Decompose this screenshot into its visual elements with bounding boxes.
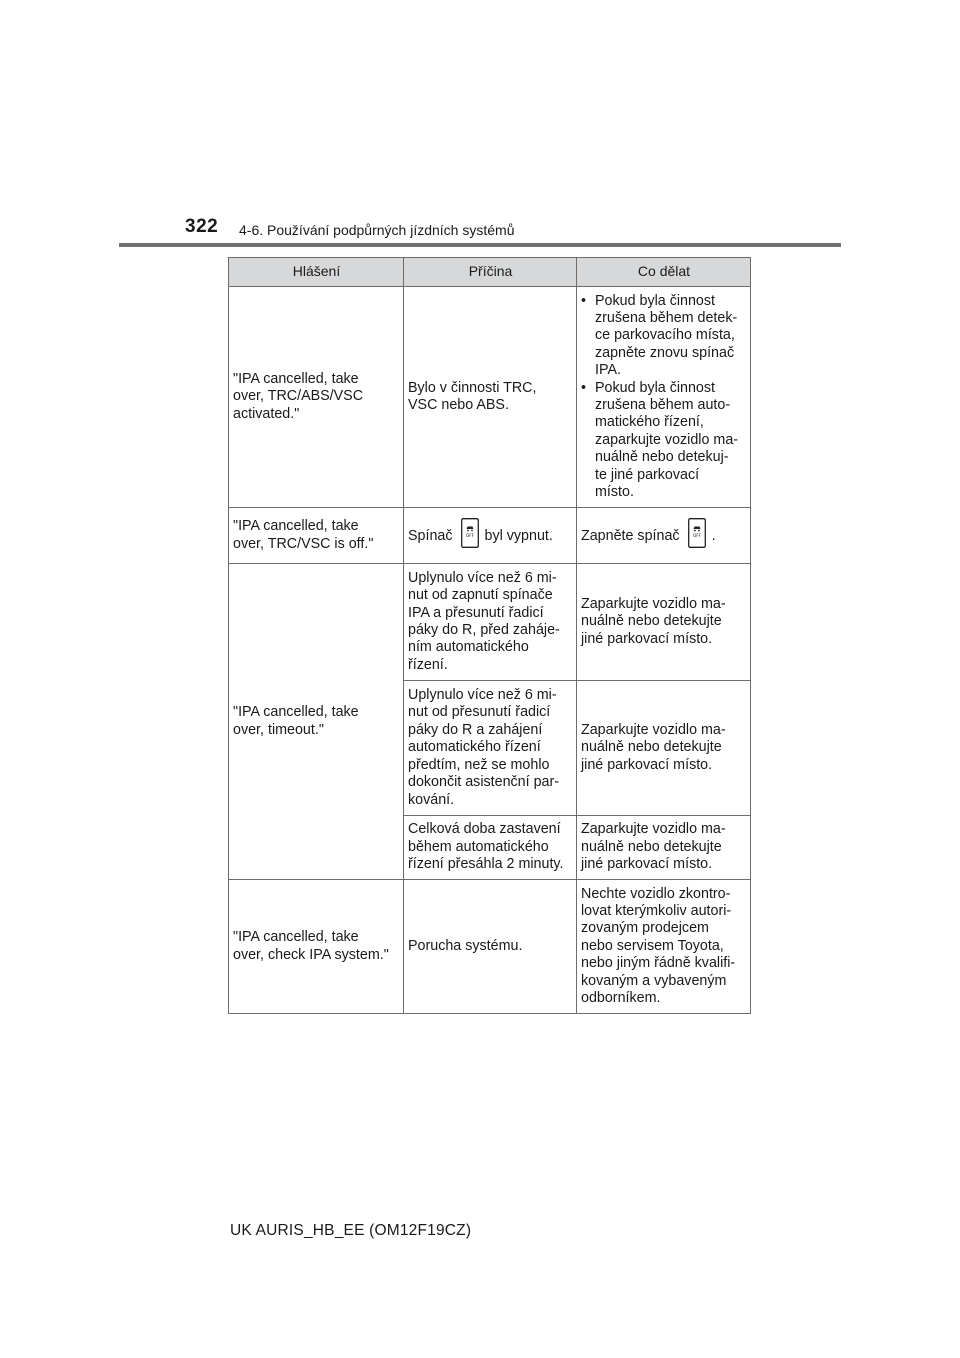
cause-cell [404,287,577,508]
message-text: "IPA cancelled, take over, check IPA system." [233,929,389,963]
cause-cell [404,880,577,1014]
action-text: Nechte vozidlo zkontro- lovat kterýmkoliv autori- zovaným prodejcem nebo servisem Toyota, nebo jiným řádně kvalifi- kovaným a vybaveným odborníkem. [581,885,736,1007]
table-row [229,880,751,1014]
cause-text: Uplynulo více než 6 mi- nut od přesunutí řadicí páky do R a zahájení automatického řízení předtím, než se mohlo dokončit asistenční par- kování. [408,687,559,808]
message-text: "IPA cancelled, take over, timeout." [233,704,359,738]
table-row [229,508,751,564]
column-header-action: Co dělat [577,258,751,287]
vsc-off-switch-icon [461,518,479,548]
action-cell [577,681,751,816]
action-cell [577,508,751,564]
section-title: 4-6. Používání podpůrných jízdních systémů [239,222,515,238]
cause-text-before: Spínač [408,527,453,544]
action-cell [577,880,751,1014]
message-cell [229,508,404,564]
cause-cell [404,508,577,564]
vsc-off-switch-icon [688,518,706,548]
list-item: • Pokud byla činnost zrušena během auto- matického řízení, zaparkujte vozidlo ma- nuálně nebo detekuj- te jiné parkovací místo. [581,380,747,502]
cause-text: Celková doba zastavení během automatického řízení přesáhla 2 minuty. [408,821,564,873]
action-list [581,293,747,502]
message-cell [229,287,404,508]
table-header-row [229,258,751,287]
column-header-cause: Příčina [404,258,577,287]
cause-text: Uplynulo více než 6 mi- nut od zapnutí spínače IPA a přesunutí řadicí páky do R, před zaháje- ním automatického řízení. [408,569,560,673]
action-cell [577,816,751,880]
action-cell [577,287,751,508]
table-row [229,287,751,508]
svg-text:OFF: OFF [465,532,474,538]
column-header-message: Hlášení [229,258,404,287]
message-text: "IPA cancelled, take over, TRC/ABS/VSC activated." [233,370,364,422]
action-text-after: . [711,527,716,544]
message-text: "IPA cancelled, take over, TRC/VSC is off." [233,518,374,552]
action-text: Zaparkujte vozidlo ma- nuálně nebo detekujte jiné parkovací místo. [581,721,726,773]
cause-cell [404,681,577,816]
action-text: Zaparkujte vozidlo ma- nuálně nebo detekujte jiné parkovací místo. [581,595,726,647]
action-cell [577,564,751,681]
cause-text: Bylo v činnosti TRC, VSC nebo ABS. [408,379,537,413]
table-row [229,564,751,681]
ipa-messages-table [228,257,751,1014]
header-divider [119,243,841,247]
cause-cell [404,816,577,880]
cause-text-after: byl vypnut. [484,527,553,544]
page-number: 322 [185,216,219,237]
document-code: UK AURIS_HB_EE (OM12F19CZ) [230,1222,472,1239]
action-text: Zaparkujte vozidlo ma- nuálně nebo detekujte jiné parkovací místo. [581,821,726,873]
cause-cell [404,564,577,681]
message-cell [229,880,404,1014]
list-item: • Pokud byla činnost zrušena během detek- ce parkovacího místa, zapněte znovu spínač IPA. [581,293,747,380]
cause-text: Porucha systému. [408,937,523,954]
svg-text:OFF: OFF [692,532,701,538]
message-cell [229,564,404,880]
action-text-before: Zapněte spínač [581,527,680,544]
